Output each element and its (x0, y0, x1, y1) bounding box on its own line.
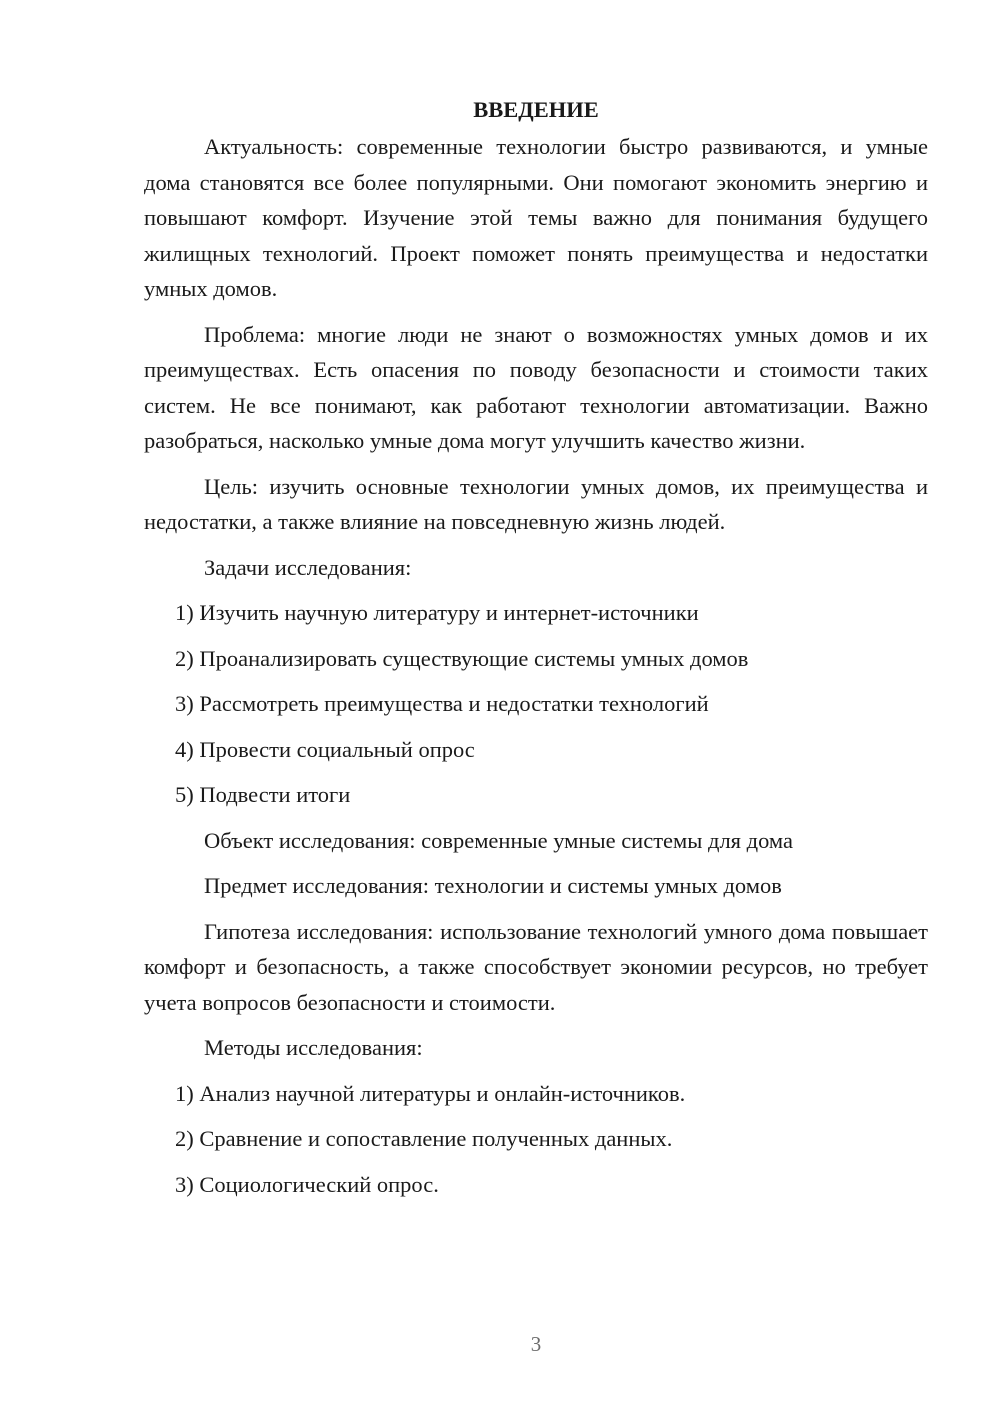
methods-label: Методы исследования: (204, 1035, 423, 1060)
subject-line: Предмет исследования: технологии и системы умных домов (204, 873, 782, 898)
list-item: 3) Рассмотреть преимущества и недостатки технологий (175, 691, 709, 716)
tasks-list (144, 595, 928, 813)
goal-paragraph: Цель: изучить основные технологии умных домов, их преимущества и недостатки, а также влияние на повседневную жизнь людей. (144, 473, 928, 534)
list-item: 1) Изучить научную литературу и интернет-источники (175, 600, 699, 625)
page-content (144, 92, 928, 1212)
object-line: Объект исследования: современные умные системы для дома (204, 827, 793, 853)
tasks-label: Задачи исследования: (204, 554, 412, 580)
methods-list (144, 1076, 928, 1203)
list-item: 4) Провести социальный опрос (175, 736, 475, 762)
list-item: 3) Социологический опрос. (175, 1171, 439, 1197)
section-heading: ВВЕДЕНИЕ (473, 97, 599, 122)
hypothesis-paragraph: Гипотеза исследования: использование технологий умного дома повышает комфорт и безопасность, а также способствует экономии ресурсов, но требует учета вопросов безопасности и стоимости. (144, 918, 928, 1015)
problem-paragraph: Проблема: многие люди не знают о возможностях умных домов и их преимуществах. Есть опасения по поводу безопасности и стоимости таких систем. Не все понимают, как работают технологии автоматизации. Важно разобраться, насколько умные дома могут улучшить качество жизни. (144, 321, 928, 453)
list-item: 5) Подвести итоги (175, 782, 351, 807)
list-item: 2) Сравнение и сопоставление полученных данных. (175, 1126, 673, 1151)
page-number: 3 (530, 1332, 542, 1356)
relevance-paragraph: Актуальность: современные технологии быстро развиваются, и умные дома становятся все более популярными. Они помогают экономить энергию и повышают комфорт. Изучение этой темы важно для понимания будущего жилищных технологий. Проект поможет понять преимущества и недостатки умных домов. (144, 134, 928, 301)
list-item: 2) Проанализировать существующие системы умных домов (175, 645, 749, 671)
list-item: 1) Анализ научной литературы и онлайн-источников. (175, 1080, 686, 1106)
